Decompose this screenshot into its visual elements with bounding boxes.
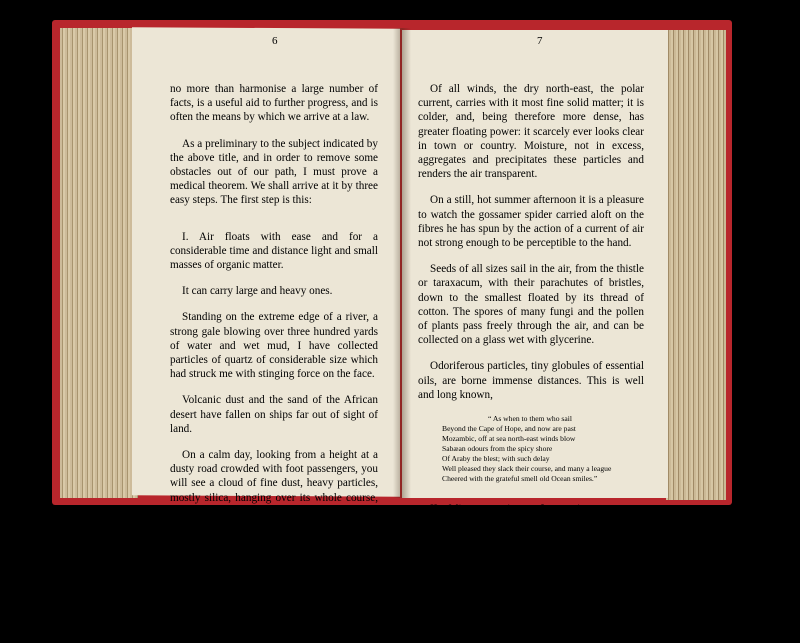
poem-line: Beyond the Cape of Hope, and now are past bbox=[442, 424, 576, 434]
paragraph: Volcanic dust and the sand of the African desert have fallen on ships far out of sight of land. bbox=[170, 394, 378, 435]
right-page-number: 7 bbox=[537, 35, 543, 47]
left-page-number: 6 bbox=[272, 35, 278, 47]
paragraph: I. Air floats with ease and for a considerable time and distance light and small masses of organic matter. bbox=[170, 230, 378, 272]
poem-line: Mozambic, off at sea north-east winds blow bbox=[442, 434, 576, 444]
paragraph: Odoriferous particles, tiny globules of essential oils, are borne immense distances. This is well and long known, bbox=[418, 360, 644, 401]
poem-line: Sabæan odours from the spicy shore bbox=[442, 444, 553, 454]
paragraph: As a preliminary to the subject indicated by the above title, and in order to remove some obstacles out of our path, I must prove a medical theorem. We shall arrive at it by three easy steps. The first step is this: bbox=[170, 137, 378, 207]
paragraph: On a calm day, looking from a height at a dusty road crowded with foot passengers, you will see a cloud of fine dust, heavy particles, mostly silica, hanging over its whole course, and still more so if there are horses and wheels. The dust on the grass and hedges near roads and footpaths tells the same tale. bbox=[170, 449, 378, 547]
paragraph: II. Minute portions of organic matter are constantly thrown off by animals and men. This is our second step. bbox=[418, 503, 644, 544]
poem-quote bbox=[442, 414, 644, 484]
right-page-edges bbox=[666, 30, 726, 500]
poem-line: Well pleased they slack their course, and many a league bbox=[442, 464, 612, 474]
left-page-text bbox=[170, 82, 378, 643]
paragraph: On a still, hot summer afternoon it is a pleasure to watch the gossamer spider carried aloft on the fibres he has spun by the action of a current of air not strong enough to be perceptible to the hand. bbox=[418, 194, 644, 250]
paragraph: Of all winds, the dry north-east, the polar current, carries with it most fine solid matter; it is colder, and, being therefore more dense, has greater floating power: it scarcely ever looks clear in town or country. Moisture, not in excess, aggregates and precipitates these particles and renders the air transparent. bbox=[418, 83, 644, 181]
paragraph: no more than harmonise a large number of facts, is a useful aid to further progress, and is often the means by which we arrive at a law. bbox=[170, 83, 378, 124]
left-page-edges bbox=[60, 28, 138, 498]
poem-line: Cheered with the grateful smell old Ocean smiles.” bbox=[442, 474, 598, 484]
right-page-text bbox=[418, 82, 644, 557]
paragraph: It can carry large and heavy ones. bbox=[182, 285, 333, 298]
poem-line: Of Araby the blest; with such delay bbox=[442, 454, 550, 464]
paragraph: Standing on the extreme edge of a river, a strong gale blowing over three hundred yards of water and wet mud, I have collected particles of quartz of considerable size which had struck me with stinging force on the face. bbox=[170, 311, 378, 381]
book-gutter bbox=[393, 28, 411, 498]
paragraph: Seeds of all sizes sail in the air, from the thistle or taraxacum, with their parachutes of bristles, down to the smallest floated by its thread of cotton. The spores of many fungi and the pollen of plants pass freely through the air, and can be collected on a glass wet with glycerine. bbox=[418, 263, 644, 347]
paragraph: From a hill-top, when there is a gentle breeze and the air is clear, observe the smoke of a village trailing miles away; it will not be doubted that the smoke consists of solid particles. bbox=[170, 560, 378, 630]
poem-line: “ As when to them who sail bbox=[488, 414, 572, 424]
